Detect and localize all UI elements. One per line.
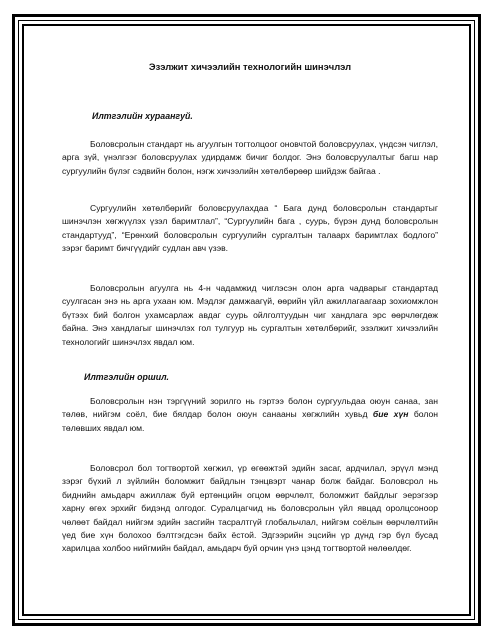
paragraph-1: Боловсролын стандарт нь агуулгын тогтолцоог оновчтой боловсруулах, үндсэн чиглэл, арга зүй, үнэлгээг боловсруулах удирдамж бичиг болдог. Энэ боловсруулалтыг багш нар сургуулийн бүлэг сэдвийн болон, нэгж хичээлийн хөтөлбөрөөр шийдэж байгаа . xyxy=(62,139,438,176)
paragraph-2: Сургуулийн хөтөлбөрийг боловсруулахдаа “ Бага дунд боловсролын стандартыг шинэчлэн хөгжүүлэх үзэл баримтлал”, “Сургуулийн бага , суурь, бүрэн дунд боловсролын стандартууд”, “Ерөнхий боловсролын сургуулийн сургалтын талаарх баримтлах бодлого” зэрэг баримт бичгүүдийг судлан авч үзэв. xyxy=(62,203,438,254)
paragraph-4-emphasis: бие хүн xyxy=(372,409,409,420)
section-heading-summary: Илтгэлийн хураангуй. xyxy=(92,111,193,121)
paragraph-4 xyxy=(62,395,438,435)
paragraph-4-text-before: Боловсролын нэн тэргүүний зорилго нь гэртээ болон сургуульдаа оюун санаа, зан төлөв, нийгэм соёл, бие бялдар болон оюун санааны хөгжлийн хувьд xyxy=(62,396,438,420)
section-heading-introduction: Илтгэлийн оршил. xyxy=(84,372,170,382)
document-body xyxy=(62,60,438,554)
paragraph-3: Боловсролын агуулга нь 4-н чадамжид чиглэсэн олон арга чадварыг стандартад суулгасан энэ нь арга ухаан юм. Мэдлэг дамжаагүй, өөрийн үйл ажиллагаагаар зохиомжлон бүтээх бий болгон ухамсарлаж авдаг суурь ойлголтуудын чиг хандлага эрс өөрчлөгдөж байна. Энэ хандлагыг шинэчлэх гол тулгуур нь сургалтын хөтөлбөрийг, эзэлжит хичээлийн технологийг шинэчлэх явдал юм. xyxy=(62,283,438,347)
paragraph-4-text-after: болон төлөвших явдал юм. xyxy=(62,409,438,433)
paragraph-5: Боловсрол бол тогтвортой хөгжил, үр өгөөжтэй эдийн засаг, ардчилал, эрүүл мэнд зэрэг бүхий л зүйлийн боломжит байдлын тэнцвэрт чанар болж байдаг. Боловсрол нь биднийн амьдарч ажиллаж буй ертөнцийн огцом өөрчлөлт, боломжит байдлыг эерэгээр харну өгөх эрхийг бидэнд олгодог. Суралцагчид нь боловсролын үйл явцад оролцсоноор чөлөөт байдал нийгэм эдийн засгийн тасралтгүй глобальчлал, нийгэм соёлын өөрчлөлтийн үед бие хүн болохоо бэлтгэгдсэн байх ёстой. Эдгээрийн эцсийн үр дүнд гэр бүл бусад харилцаа холбоо нийгмийн байдал, амьдарч буй орчин үнэ цэнд тогтвортой нөлөөлдөг. xyxy=(62,463,438,554)
document-title: Эзэлжит хичээлийн технологийн шинэчлэл xyxy=(148,61,352,72)
